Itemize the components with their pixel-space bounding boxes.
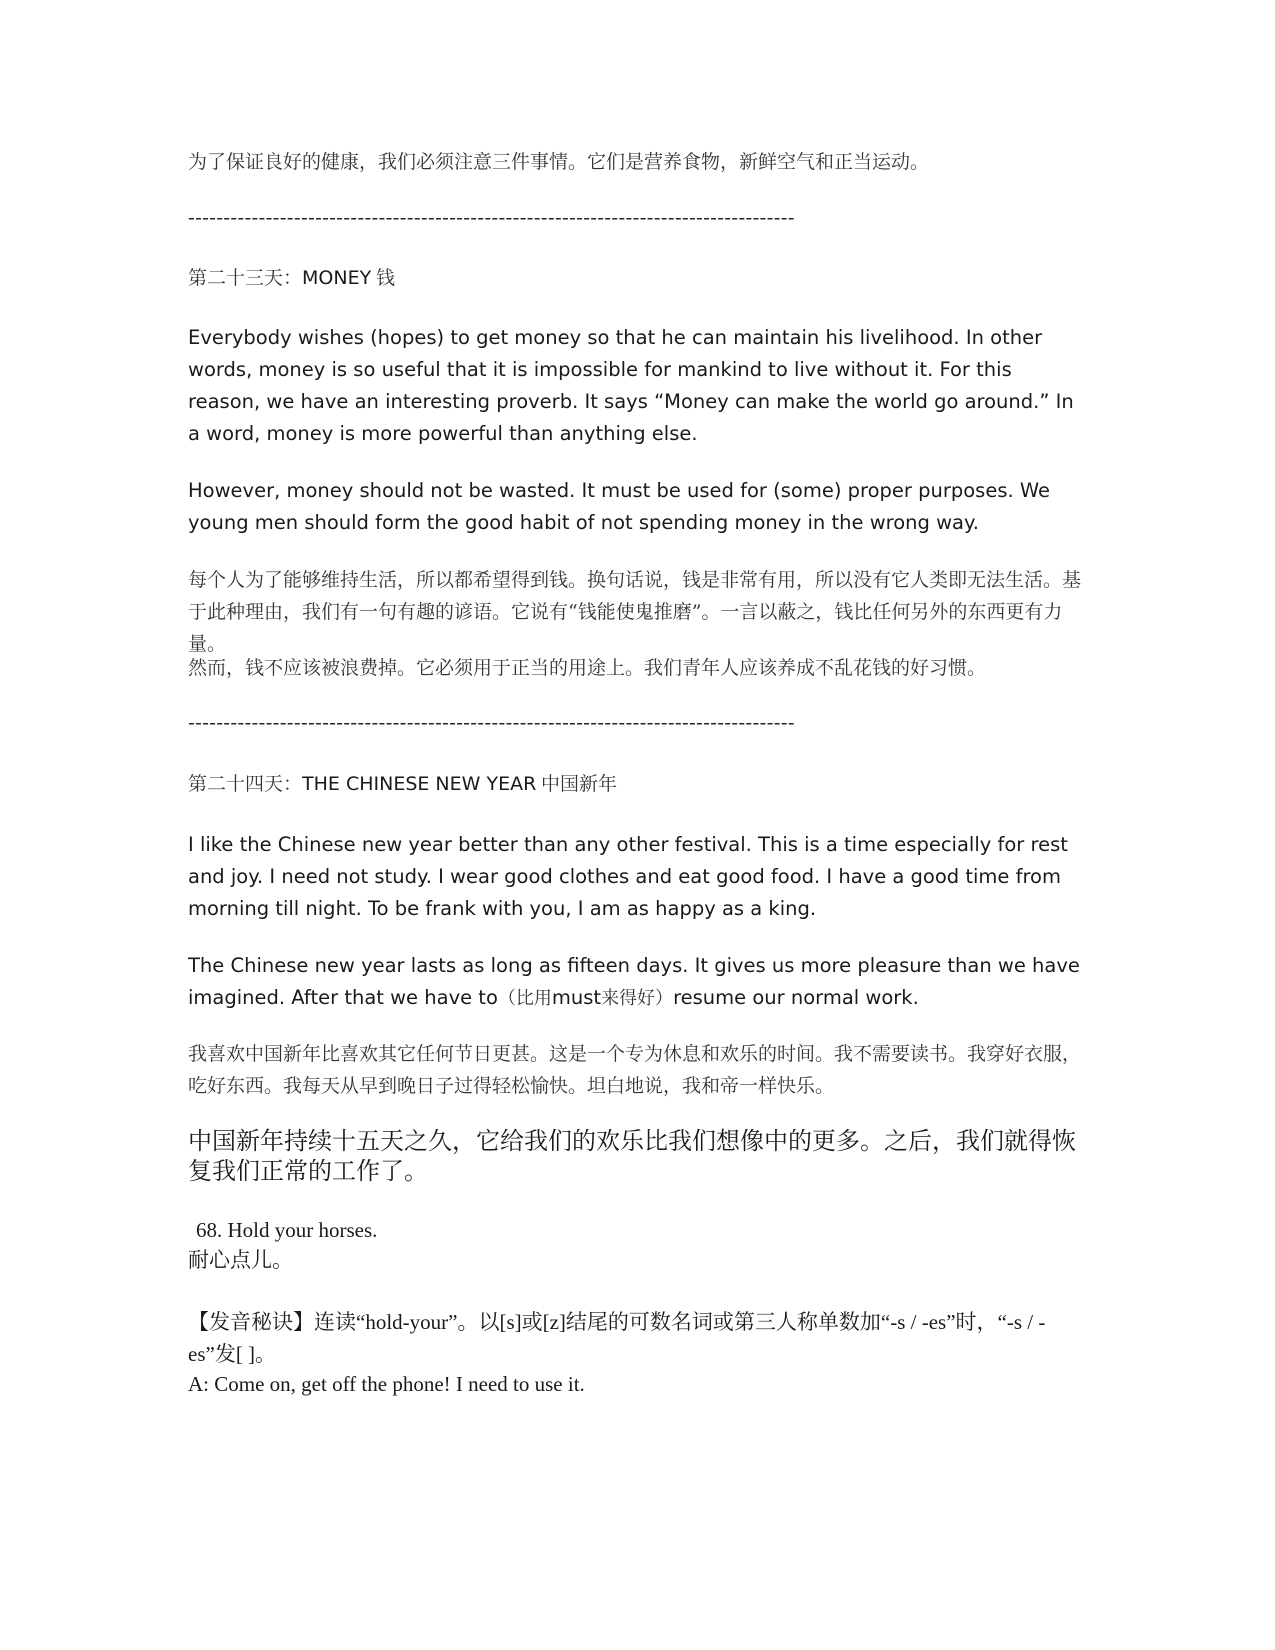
day23-heading-en: MONEY	[302, 267, 372, 289]
day24-paragraph2-en	[188, 950, 1088, 1015]
day24-note-c: 来得好）	[601, 988, 674, 1009]
day24-paragraph1-zh: 我喜欢中国新年比喜欢其它任何节日更甚。这是一个专为休息和欢乐的时间。我不需要读书。我穿好衣服，吃好东西。我每天从早到晚日子过得轻松愉快。坦白地说，我和帝一样快乐。	[188, 1043, 1082, 1097]
day24-heading-zh: 第二十四天：	[188, 773, 303, 795]
day23-heading-zh2: 钱	[375, 267, 395, 289]
pronunciation-tip: 【发音秘诀】连读“hold-your”。以[s]或[z]结尾的可数名词或第三人称单数加“-s / -es”时，“-s / -es”发[ ]。	[188, 1310, 1046, 1366]
day24-paragraph1-en: I like the Chinese new year better than any other festival. This is a time especially for rest and joy. I need not study. I wear good clothes and eat good food. I have a good time from morning till night. To be frank with you, I am as happy as a king.	[188, 833, 1068, 920]
phrase-meaning: 耐心点儿。	[188, 1248, 293, 1272]
day23-heading	[188, 265, 1088, 292]
day24-paragraph2-zh: 中国新年持续十五天之久，它给我们的欢乐比我们想像中的更多。之后，我们就得恢复我们正常的工作了。	[188, 1127, 1076, 1185]
day23-paragraph2-en: However, money should not be wasted. It must be used for (some) proper purposes. We young men should form the good habit of not spending money in the wrong way.	[188, 479, 1051, 534]
phrase-title: 68. Hold your horses.	[196, 1218, 378, 1242]
day23-paragraph1-en: Everybody wishes (hopes) to get money so that he can maintain his livelihood. In other words, money is so useful that it is impossible for mankind to live without it. For this reason, we have an interesting proverb. It says “Money can make the world go around.” In a word, money is more powerful than anything else.	[188, 326, 1074, 445]
day23-paragraph2-zh: 然而，钱不应该被浪费掉。它必须用于正当的用途上。我们青年人应该养成不乱花钱的好习惯。	[188, 657, 987, 679]
dialog-line-a: A: Come on, get off the phone! I need to use it.	[188, 1372, 585, 1396]
day24-paragraph2-en-part-b: resume our normal work.	[673, 986, 919, 1009]
day23-heading-zh: 第二十三天：	[188, 267, 303, 289]
day24-heading-en: THE CHINESE NEW YEAR	[302, 773, 537, 795]
day24-heading	[188, 771, 1088, 798]
day24-paragraph2-en-part-a: The Chinese new year lasts as long as fifteen days. It gives us more pleasure than we have imagined. After that we have to	[188, 954, 1080, 1009]
day24-heading-zh2: 中国新年	[541, 773, 618, 795]
day23-paragraph1-zh: 每个人为了能够维持生活，所以都希望得到钱。换句话说，钱是非常有用，所以没有它人类即无法生活。基于此种理由，我们有一句有趣的谚语。它说有“钱能使鬼推磨”。一言以蔽之，钱比任何另外的东西更有力量。	[188, 569, 1082, 655]
day24-note-b: must	[551, 986, 602, 1009]
day24-note-a: （比用	[497, 988, 552, 1009]
separator-line-2: --------------------------------------------------------------------------------------	[188, 712, 795, 734]
separator-line: --------------------------------------------------------------------------------------	[188, 207, 795, 229]
intro-paragraph-zh: 为了保证良好的健康，我们必须注意三件事情。它们是营养食物，新鲜空气和正当运动。	[188, 151, 930, 173]
